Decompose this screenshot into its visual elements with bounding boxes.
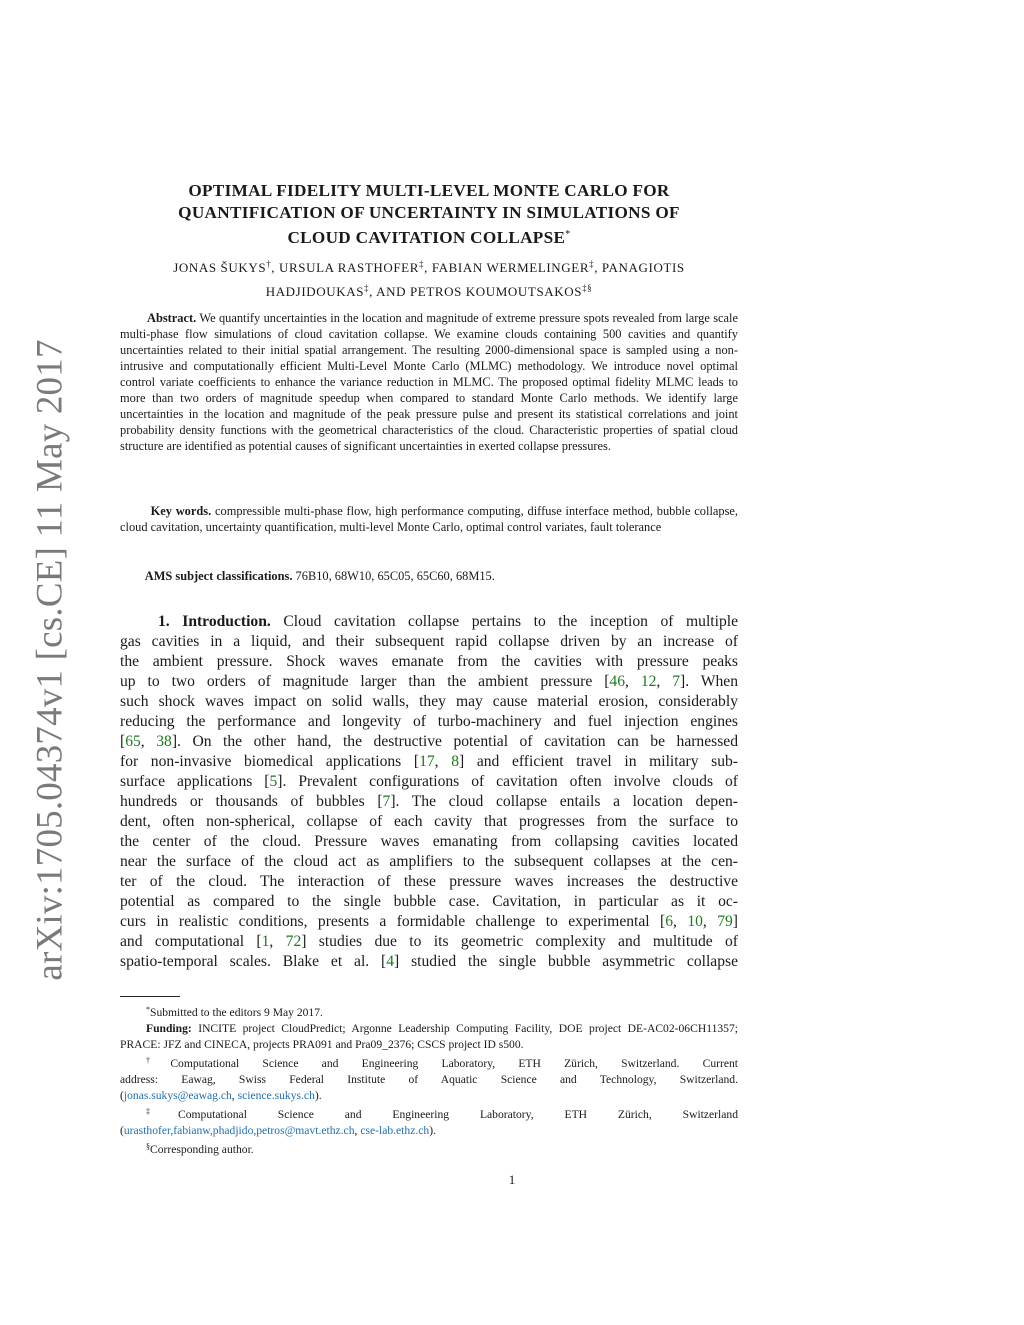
citation-link[interactable]: 5 — [269, 773, 278, 790]
citation-link[interactable]: 12 — [640, 673, 657, 690]
citation-link[interactable]: 46 — [609, 673, 625, 690]
citation-link[interactable]: 6 — [665, 913, 674, 930]
author-list — [120, 254, 738, 302]
citation-link[interactable]: 65 — [125, 733, 141, 750]
intro-text: spatio-temporal scales. Blake et al. [ — [120, 953, 387, 970]
author-hadjidoukas-first: PANAGIOTIS — [601, 260, 685, 275]
footnote-mark: † — [146, 1056, 171, 1065]
intro-line: for non-invasive biomedical applications [17, 8] and efficient travel in military sub- — [120, 753, 738, 770]
page-number: 1 — [508, 1172, 516, 1187]
author-koumoutsakos: PETROS KOUMOUTSAKOS — [409, 284, 583, 299]
intro-line: gas cavities in a liquid, and their subsequent rapid collapse driven by an increase of — [120, 633, 738, 650]
author-rasthofer: URSULA RASTHOFER — [279, 260, 419, 275]
footnote-text: Submitted to the editors 9 May 2017. — [150, 1006, 323, 1019]
intro-text: ] studies due to its geometric complexity and multitude of — [301, 933, 738, 950]
citation-link[interactable]: 38 — [156, 733, 172, 750]
title-line-2: QUANTIFICATION OF UNCERTAINTY IN SIMULATIONS OF — [178, 203, 680, 222]
intro-line — [120, 772, 738, 792]
title-line-3-text: CLOUD CAVITATION COLLAPSE — [287, 228, 566, 247]
citation-link[interactable]: 17 — [419, 753, 435, 770]
footnotes — [120, 1002, 738, 1158]
intro-text: surface applications [ — [120, 773, 270, 790]
key-words-label: Key words. — [150, 504, 212, 518]
intro-line: such shock waves impact on solid walls, they may cause material erosion, considerably — [120, 693, 738, 710]
footnote-affiliation-2 — [120, 1104, 738, 1123]
intro-text: ] and efficient travel in military sub- — [459, 753, 738, 770]
footnote-funding — [120, 1021, 738, 1053]
footnote-mark: ‡ — [146, 1107, 178, 1116]
intro-line: near the surface of the cloud act as amplifiers to the subsequent collapses at the cen- — [120, 853, 738, 870]
funding-text: INCITE project CloudPredict; Argonne Leadership Computing Facility, DOE project DE-AC02-06CH11357; PRACE: JFZ and CINECA, projects PRA091 and Pra09_2376; CSCS project ID s500. — [120, 1022, 738, 1051]
citation-link[interactable]: 7 — [672, 673, 681, 690]
website-link[interactable]: cse-lab.ethz.ch — [360, 1124, 430, 1137]
author-conjunction: AND — [376, 284, 407, 299]
title-line-1: OPTIMAL FIDELITY MULTI-LEVEL MONTE CARLO FOR — [188, 181, 670, 200]
intro-line — [120, 792, 738, 812]
citation-link[interactable]: 7 — [382, 793, 391, 810]
affiliation-mark: † — [266, 259, 272, 269]
intro-text: and computational [ — [120, 933, 262, 950]
intro-line: dent, often non-spherical, collapse of each cavity that progresses from the surface to — [120, 813, 738, 830]
footnote-mark: * — [146, 1005, 150, 1014]
section-heading: 1. Introduction. — [158, 613, 271, 630]
footnote-affiliation-1 — [120, 1053, 738, 1072]
footnote-rule — [120, 996, 180, 997]
intro-text: up to two orders of magnitude larger than the ambient pressure [ — [120, 673, 610, 690]
citation-link[interactable]: 79 — [717, 913, 733, 930]
intro-line: the ambient pressure. Shock waves emanate from the cavities with pressure peaks — [120, 653, 738, 670]
citation-link[interactable]: 8 — [451, 753, 459, 770]
footnote-text: Computational Science and Engineering Laboratory, ETH Zürich, Switzerland. Current — [170, 1057, 738, 1070]
citation-link[interactable]: 10 — [687, 913, 703, 930]
affiliation-mark: ‡ — [364, 283, 370, 293]
footnote-mark: § — [146, 1142, 150, 1151]
intro-text: ]. When — [680, 673, 739, 690]
affiliation-mark: ‡ — [589, 259, 595, 269]
intro-text: ] studied the single bubble asymmetric collapse — [394, 953, 738, 970]
footnote-text: Computational Science and Engineering Laboratory, ETH Zürich, Switzerland — [178, 1108, 739, 1121]
footnote-corresponding — [120, 1139, 738, 1158]
title-footnote-mark: * — [565, 229, 571, 240]
author-sukys: JONAS ŠUKYS — [173, 260, 267, 275]
arxiv-identifier-stamp: arXiv:1705.04374v1 [cs.CE] 11 May 2017 — [29, 339, 71, 981]
author-line-1: JONAS ŠUKYS†, URSULA RASTHOFER‡, FABIAN WERMELINGER‡, PANAGIOTIS — [173, 259, 685, 275]
abstract — [120, 310, 738, 454]
citation-link[interactable]: 4 — [386, 953, 395, 970]
intro-text: for non-invasive biomedical applications [ — [120, 753, 420, 770]
introduction-section — [120, 612, 738, 972]
ams-codes: 76B10, 68W10, 65C05, 65C60, 68M15. — [295, 569, 495, 583]
intro-text: ]. On the other hand, the destructive potential of cavitation can be harnessed — [171, 733, 739, 750]
email-link[interactable]: jonas.sukys@eawag.ch — [123, 1089, 232, 1102]
intro-line — [120, 952, 738, 972]
key-words-text: compressible multi-phase flow, high performance computing, diffuse interface method, bubble collapse, cloud cavitation, uncertainty quantification, multi-level Monte Carlo, optimal control variates, fault tolerance — [120, 504, 738, 534]
ams-classifications — [120, 568, 738, 584]
intro-text: hundreds or thousands of bubbles [ — [120, 793, 383, 810]
intro-line: potential as compared to the single bubble case. Cavitation, in particular as it oc- — [120, 893, 738, 910]
intro-line: up to two orders of magnitude larger than the ambient pressure [46, 12, 7]. When — [120, 673, 739, 690]
funding-label: Funding: — [146, 1022, 192, 1035]
website-link[interactable]: science.sukys.ch — [237, 1089, 315, 1102]
abstract-label: Abstract. — [147, 311, 197, 325]
footnote-text: Corresponding author. — [150, 1143, 254, 1156]
footnote-affiliation-1-links: (jonas.sukys@eawag.ch, science.sukys.ch). — [120, 1089, 322, 1102]
intro-line: [65, 38]. On the other hand, the destructive potential of cavitation can be harnessed — [120, 733, 739, 750]
footnote-affiliation-1-cont: address: Eawag, Swiss Federal Institute of Aquatic Science and Technology, Switzerland. — [120, 1073, 738, 1086]
intro-line: reducing the performance and longevity of turbo-machinery and fuel injection engines — [120, 713, 738, 730]
intro-text: ]. Prevalent configurations of cavitation often involve clouds of — [277, 773, 739, 790]
intro-text: Cloud cavitation collapse pertains to the inception of multiple — [283, 613, 739, 630]
email-link[interactable]: urasthofer,fabianw,phadjido,petros@mavt.ethz.ch — [123, 1124, 355, 1137]
intro-line: the center of the cloud. Pressure waves emanating from collapsing cavities located — [120, 833, 738, 850]
citation-link[interactable]: 1 — [261, 933, 270, 950]
author-wermelinger: FABIAN WERMELINGER — [431, 260, 590, 275]
intro-line: curs in realistic conditions, presents a formidable challenge to experimental [6, 10, 79] — [120, 913, 738, 930]
author-hadjidoukas-last: HADJIDOUKAS — [265, 284, 365, 299]
ams-label: AMS subject classifications. — [144, 569, 293, 583]
intro-line: ter of the cloud. The interaction of these pressure waves increases the destructive — [120, 873, 738, 890]
citation-link[interactable]: 72 — [285, 933, 302, 950]
intro-line — [120, 612, 738, 632]
author-line-2: HADJIDOUKAS‡, AND PETROS KOUMOUTSAKOS‡§ — [265, 283, 593, 299]
key-words — [120, 503, 738, 535]
paper-title — [120, 180, 738, 249]
affiliation-mark: ‡§ — [582, 283, 593, 293]
intro-text: curs in realistic conditions, presents a formidable challenge to experimental [ — [120, 913, 666, 930]
affiliation-mark: ‡ — [419, 259, 425, 269]
intro-text: ]. The cloud collapse entails a location depen- — [390, 793, 738, 810]
title-line-3 — [120, 224, 738, 249]
intro-line: and computational [1, 72] studies due to its geometric complexity and multitude of — [120, 933, 738, 950]
abstract-text: We quantify uncertainties in the location and magnitude of extreme pressure spots revealed from large scale multi-phase flow simulations of cloud cavitation collapse. We examine clouds containing 500 cavities and quantify uncertainties related to their initial spatial arrangement. The resulting 2000-dimensional space is sampled using a non-intrusive and computationally efficient Multi-Level Monte Carlo (MLMC) methodology. We introduce novel optimal control variate coefficients to enhance the variance reduction in MLMC. The proposed optimal fidelity MLMC leads to more than two orders of magnitude speedup when compared to standard Monte Carlo methods. We identify large uncertainties in the location and magnitude of the peak pressure pulse and present its statistical correlations and joint probability density functions with the geometrical characteristics of the cloud. Characteristic properties of spatial cloud structure are identified as potential causes of significant uncertainties in exerted collapse pressures. — [120, 311, 738, 453]
footnote-affiliation-2-links: (urasthofer,fabianw,phadjido,petros@mavt.ethz.ch, cse-lab.ethz.ch). — [120, 1124, 436, 1137]
footnote-submitted — [120, 1002, 738, 1021]
